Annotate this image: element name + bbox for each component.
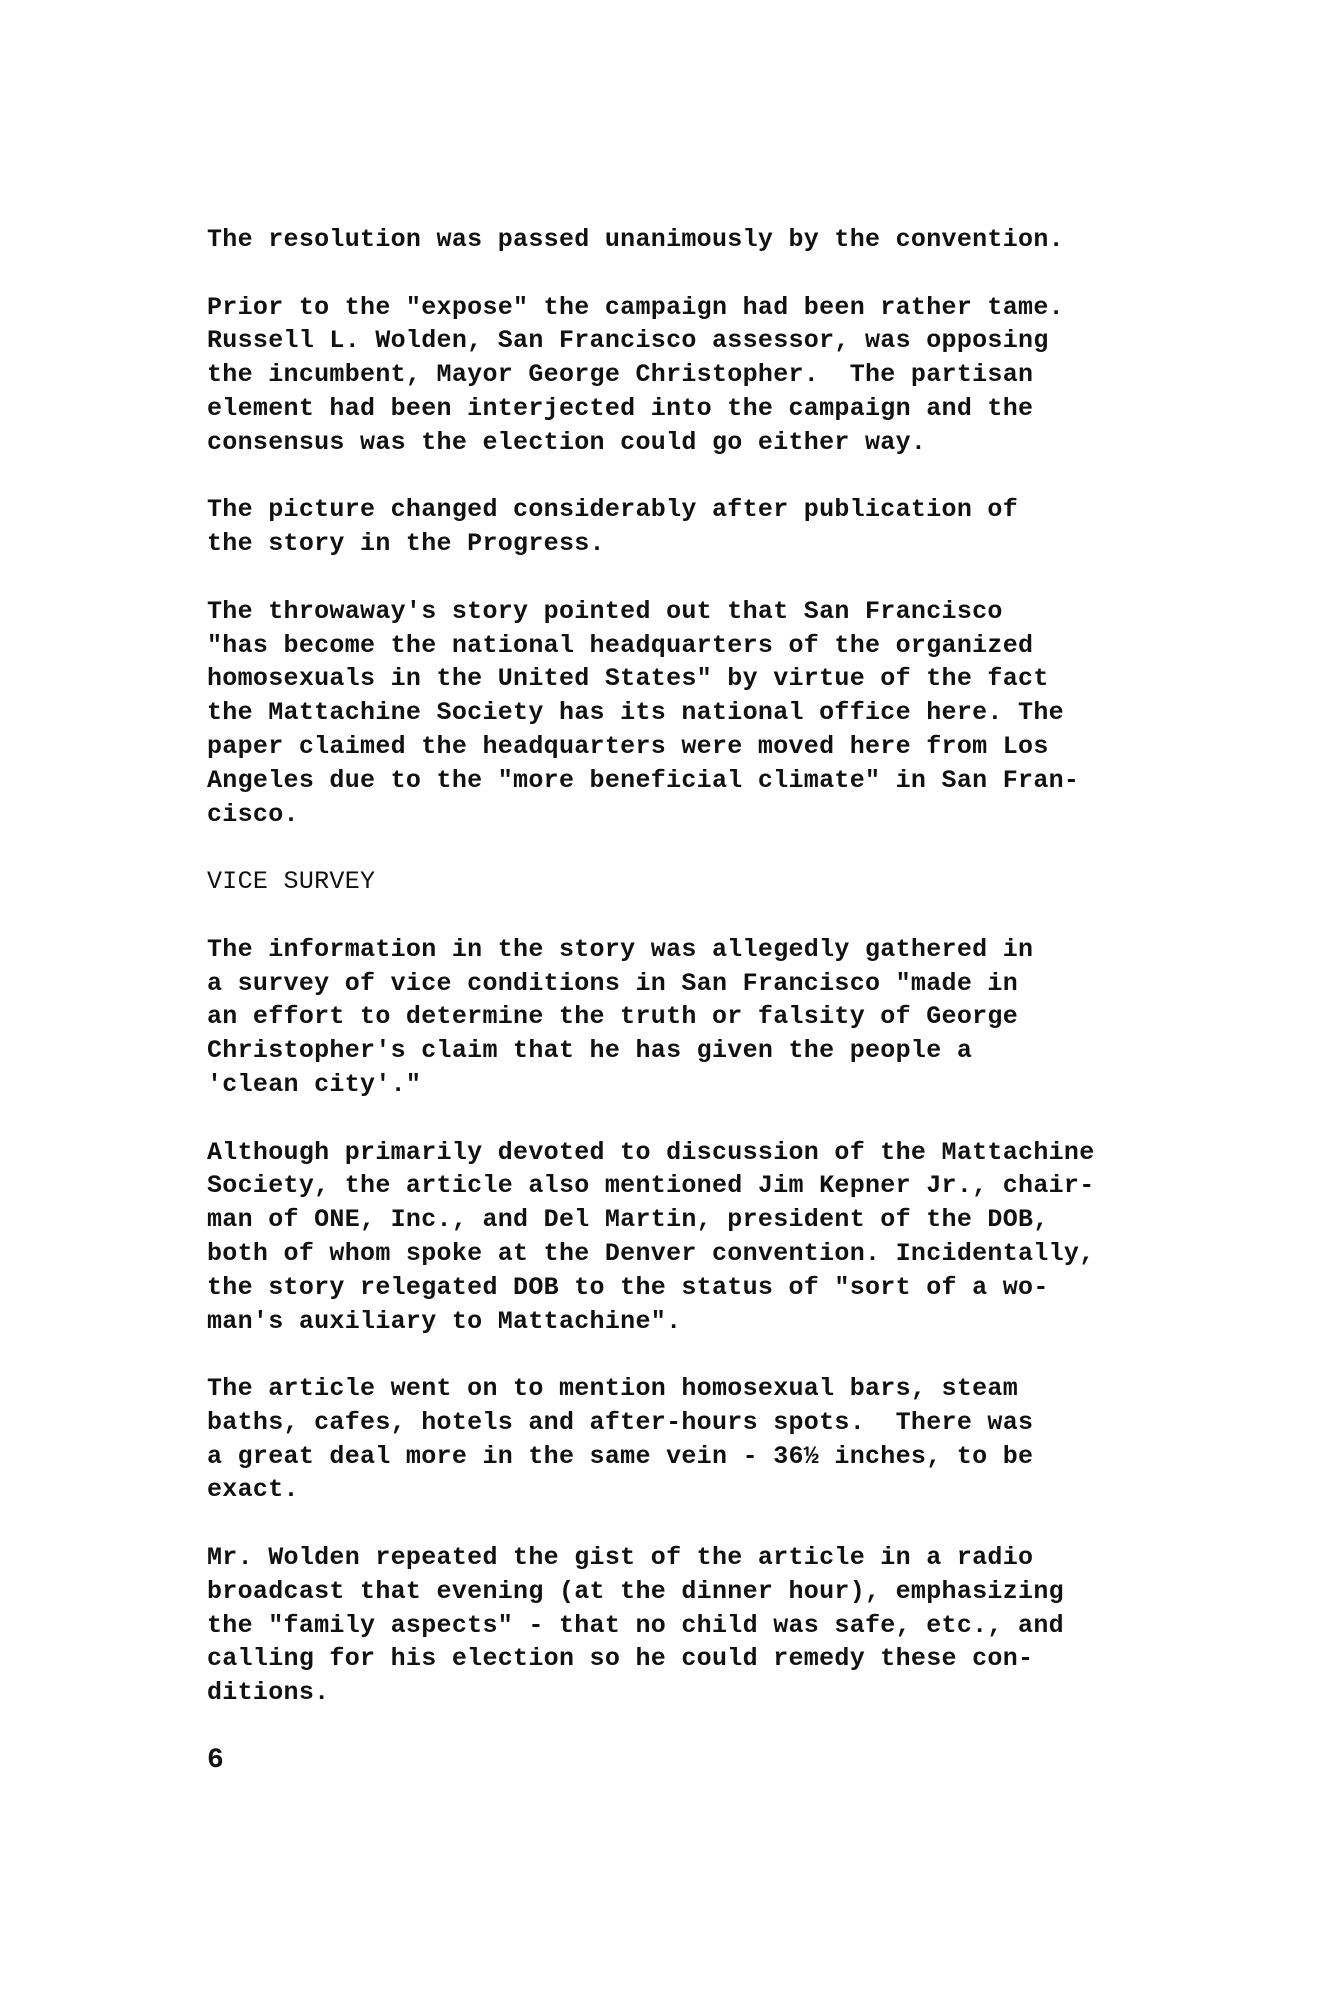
text-line: the incumbent, Mayor George Christopher. The partisan <box>207 360 1034 390</box>
text-line: the "family aspects" - that no child was safe, etc., and <box>207 1610 1064 1640</box>
text-line: paper claimed the headquarters were moved here from Los <box>207 731 1049 761</box>
text-line: both of whom spoke at the Denver convention. Incidentally, <box>207 1238 1095 1268</box>
paragraph <box>207 1136 1207 1339</box>
text-line: Society, the article also mentioned Jim Kepner Jr., chair- <box>207 1171 1095 1201</box>
text-line: an effort to determine the truth or falsity of George <box>207 1002 1019 1032</box>
paragraph <box>207 223 1207 257</box>
paragraph <box>207 291 1207 460</box>
text-line: homosexuals in the United States" by virtue of the fact <box>207 664 1049 694</box>
text-line: VICE SURVEY <box>207 867 376 897</box>
text-line: Although primarily devoted to discussion of the Mattachine <box>207 1137 1095 1167</box>
page-number: 6 <box>207 1744 225 1776</box>
text-line: a survey of vice conditions in San Francisco "made in <box>207 968 1019 998</box>
text-line: Christopher's claim that he has given the people a <box>207 1036 973 1066</box>
text-line: The information in the story was allegedly gathered in <box>207 934 1034 964</box>
text-line: The resolution was passed unanimously by the convention. <box>207 225 1064 254</box>
text-line: man of ONE, Inc., and Del Martin, president of the DOB, <box>207 1205 1049 1235</box>
paragraph <box>207 493 1207 561</box>
text-line: The throwaway's story pointed out that San Francisco <box>207 596 1003 626</box>
text-line: the story in the Progress. <box>207 529 605 559</box>
body-text <box>207 223 1207 1710</box>
text-line: Mr. Wolden repeated the gist of the article in a radio <box>207 1543 1034 1573</box>
text-line: element had been interjected into the campaign and the <box>207 393 1034 423</box>
text-line: a great deal more in the same vein - 36½ inches, to be <box>207 1441 1034 1471</box>
text-line: 'clean city'." <box>207 1069 422 1099</box>
paragraph <box>207 933 1207 1102</box>
text-line: Prior to the "expose" the campaign had been rather tame. <box>207 292 1064 322</box>
text-line: "has become the national headquarters of the organized <box>207 630 1034 660</box>
text-line: the story relegated DOB to the status of "sort of a wo- <box>207 1272 1049 1302</box>
document-page <box>207 223 1207 1778</box>
text-line: man's auxiliary to Mattachine". <box>207 1306 682 1336</box>
text-line: Angeles due to the "more beneficial climate" in San Fran- <box>207 765 1080 795</box>
text-line: cisco. <box>207 799 299 829</box>
text-line: Russell L. Wolden, San Francisco assessor, was opposing <box>207 326 1049 356</box>
text-line: the Mattachine Society has its national office here. The <box>207 698 1064 728</box>
paragraph <box>207 595 1207 832</box>
section-heading <box>207 865 1207 899</box>
text-line: The article went on to mention homosexual bars, steam <box>207 1374 1019 1404</box>
paragraph <box>207 1541 1207 1710</box>
text-line: The picture changed considerably after publication of <box>207 495 1019 525</box>
paragraph <box>207 1372 1207 1507</box>
text-line: calling for his election so he could remedy these con- <box>207 1644 1034 1674</box>
text-line: consensus was the election could go either way. <box>207 427 927 457</box>
text-line: ditions. <box>207 1678 330 1708</box>
text-line: exact. <box>207 1475 299 1505</box>
text-line: broadcast that evening (at the dinner hour), emphasizing <box>207 1576 1064 1606</box>
text-line: baths, cafes, hotels and after-hours spots. There was <box>207 1407 1034 1437</box>
